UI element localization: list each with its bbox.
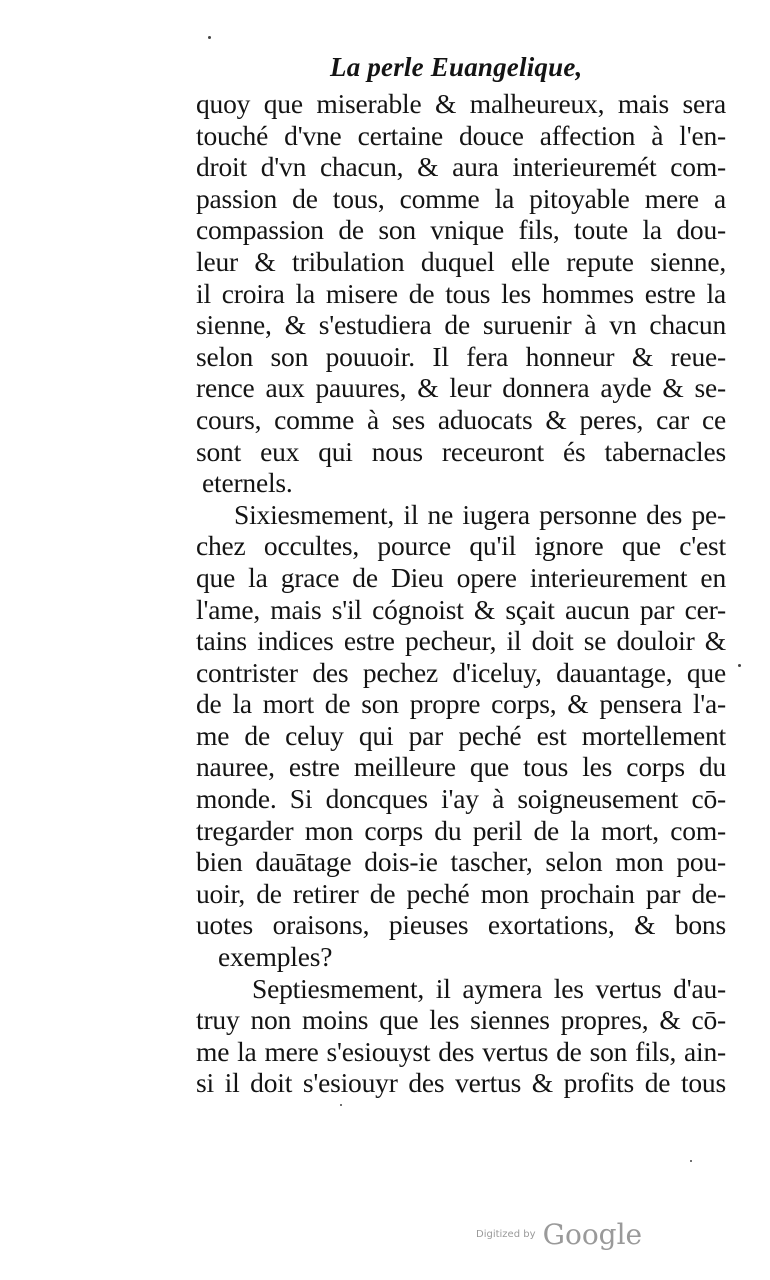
text-line: exemples? xyxy=(218,941,333,973)
text-line: bien dauātage dois-ie tascher, selon mon pou- xyxy=(196,846,726,878)
text-line: contrister des pechez d'iceluy, dauantage, que xyxy=(196,656,726,688)
watermark-brand: Google xyxy=(542,1218,643,1251)
text-line: chez occultes, pource qu'il ignore que c'est xyxy=(196,530,726,562)
scan-speck xyxy=(340,1104,342,1106)
text-line: leur & tribulation duquel elle repute sienne, xyxy=(196,245,726,277)
text-line: quoy que miserable & malheureux, mais sera xyxy=(196,88,726,119)
text-line: tregarder mon corps du peril de la mort, com- xyxy=(196,814,726,846)
scan-speck xyxy=(738,664,741,667)
text-line: sont eux qui nous receuront és tabernacles xyxy=(196,435,726,467)
body-text xyxy=(196,88,726,1099)
watermark-prefix: Digitized by xyxy=(476,1229,536,1240)
text-line: truy non moins que les siennes propres, & cō- xyxy=(196,1004,726,1036)
text-line: touché d'vne certaine douce affection à l'en- xyxy=(196,119,726,151)
text-line: tains indices estre pecheur, il doit se douloir & xyxy=(196,625,726,657)
text-line: uoir, de retirer de peché mon prochain par de- xyxy=(196,877,726,909)
digitized-watermark xyxy=(476,1218,642,1251)
scan-speck xyxy=(690,1160,692,1162)
text-line: rence aux pauures, & leur donnera ayde & se- xyxy=(196,372,726,404)
text-line: nauree, estre meilleure que tous les corps du xyxy=(196,751,726,783)
text-line: droit d'vn chacun, & aura interieuremét com- xyxy=(196,151,726,183)
text-line: uotes oraisons, pieuses exortations, & bons xyxy=(196,909,726,941)
text-line: me de celuy qui par peché est mortellement xyxy=(196,719,726,751)
text-line: si il doit s'esiouyr des vertus & profits de tous xyxy=(196,1067,726,1099)
text-line: selon son pouuoir. Il fera honneur & reue- xyxy=(196,340,726,372)
paragraph-start-line: Sixiesmement, il ne iugera personne des pe- xyxy=(234,498,726,530)
paragraph-start-line: Septiesmement, il aymera les vertus d'au- xyxy=(252,972,726,1004)
text-line: compassion de son vnique fils, toute la dou- xyxy=(196,214,726,246)
text-line: monde. Si doncques i'ay à soigneusement cō- xyxy=(196,783,726,815)
text-line: passion de tous, comme la pitoyable mere a xyxy=(196,182,726,214)
text-line: cours, comme à ses aduocats & peres, car ce xyxy=(196,403,726,435)
text-line: eternels. xyxy=(202,467,293,499)
text-line: il croira la misere de tous les hommes estre la xyxy=(196,277,726,309)
scan-speck xyxy=(208,36,211,39)
text-line: sienne, & s'estudiera de suruenir à vn chacun xyxy=(196,309,726,341)
text-line: de la mort de son propre corps, & pensera l'a- xyxy=(196,688,726,720)
text-line: me la mere s'esiouyst des vertus de son fils, ain- xyxy=(196,1035,726,1067)
running-title: La perle Euangelique, xyxy=(330,52,583,82)
text-line: que la grace de Dieu opere interieurement en xyxy=(196,561,726,593)
text-line: l'ame, mais s'il cógnoist & sçait aucun par cer- xyxy=(196,593,726,625)
